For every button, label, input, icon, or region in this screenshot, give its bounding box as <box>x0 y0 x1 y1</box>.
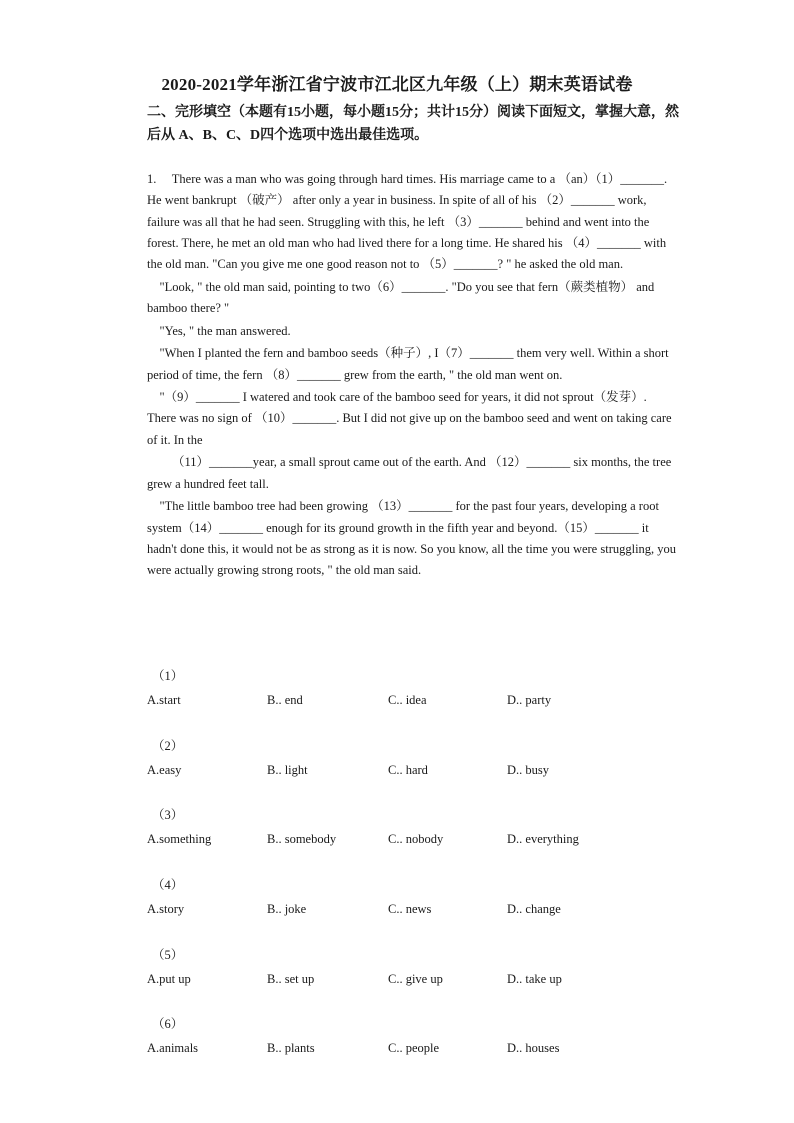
question-1 <box>147 666 707 710</box>
option-a: A.put up <box>147 972 191 986</box>
question-3 <box>147 805 707 849</box>
option-c: C.. idea <box>388 693 427 707</box>
option-row <box>147 690 707 710</box>
option-c: C.. nobody <box>388 832 444 846</box>
option-b: B.. joke <box>267 902 307 916</box>
option-c: C.. news <box>388 902 432 916</box>
question-number: （4） <box>152 878 184 892</box>
option-a: A.story <box>147 902 185 916</box>
passage-paragraph: "The little bamboo tree had been growing （13）_______ for the past four years, developing a root system（14）_______ enough for its ground growth in the fifth year and beyond.（15）_______ it hadn't done this, it would not be as strong as it is now. So you know, all the time you were struggling, you were actually growing strong roots, " the old man said. <box>147 499 677 578</box>
question-5 <box>147 945 707 989</box>
question-number: （6） <box>152 1017 184 1031</box>
option-c: C.. people <box>388 1041 440 1055</box>
cloze-passage <box>147 169 677 583</box>
option-a: A.start <box>147 693 181 707</box>
option-c: C.. give up <box>388 972 443 986</box>
option-row <box>147 969 707 989</box>
option-d: D.. everything <box>507 832 579 846</box>
passage-paragraph: 1. There was a man who was going through hard times. His marriage came to a （an）（1）_______. He went bankrupt （破产） after only a year in business. In spite of all of his （2）_______ work, failure was all that he had seen. Struggling with this, he left （3）_______ behind and went into the forest. There, he met an old man who had lived there for a long time. He shared his （4）_______ with the old man. "Can you give me one good reason not to （5）_______? " he asked the old man. <box>147 172 668 272</box>
question-number: （5） <box>152 948 184 962</box>
passage-paragraph: "When I planted the fern and bamboo seeds（种子）, I（7）_______ them very well. Within a short period of time, the fern （8）_______ grew from the earth, " the old man went on. <box>147 346 669 382</box>
question-number: （1） <box>152 669 184 683</box>
option-row <box>147 1038 707 1058</box>
question-2 <box>147 736 707 780</box>
option-row <box>147 899 707 919</box>
option-a: A.animals <box>147 1041 199 1055</box>
option-b: B.. light <box>267 763 308 777</box>
option-row <box>147 760 707 780</box>
option-a: A.something <box>147 832 212 846</box>
question-6 <box>147 1014 707 1058</box>
option-b: B.. plants <box>267 1041 315 1055</box>
option-row <box>147 829 707 849</box>
passage-paragraph: "（9）_______ I watered and took care of the bamboo seed for years, it did not sprout（发芽）. There was no sign of （10）_______. But I did not give up on the bamboo seed and went on taking care of it. In the <box>147 390 672 447</box>
option-b: B.. set up <box>267 972 315 986</box>
option-d: D.. change <box>507 902 561 916</box>
passage-paragraph: "Look, " the old man said, pointing to two（6）_______. "Do you see that fern（蕨类植物） and bamboo there? " <box>147 279 655 316</box>
section-instructions: 二、完形填空（本题有15小题，每小题15分；共计15分）阅读下面短文，掌握大意，然后从 A、B、C、D四个选项中选出最佳选项。 <box>147 105 679 143</box>
option-d: D.. houses <box>507 1041 560 1055</box>
option-b: B.. end <box>267 693 303 707</box>
option-d: D.. party <box>507 693 552 707</box>
exam-title: 2020-2021学年浙江省宁波市江北区九年级（上）期末英语试卷 <box>161 75 633 94</box>
question-number: （2） <box>152 739 184 753</box>
option-d: D.. busy <box>507 763 550 777</box>
option-d: D.. take up <box>507 972 562 986</box>
passage-paragraph: "Yes, " the man answered. <box>147 323 291 338</box>
question-4 <box>147 875 707 919</box>
option-a: A.easy <box>147 763 182 777</box>
option-b: B.. somebody <box>267 832 337 846</box>
passage-paragraph: （11）_______year, a small sprout came out of the earth. And （12）_______ six months, the tree grew a hundred feet tall. <box>147 455 672 491</box>
question-number: （3） <box>152 808 184 822</box>
option-c: C.. hard <box>388 763 428 777</box>
